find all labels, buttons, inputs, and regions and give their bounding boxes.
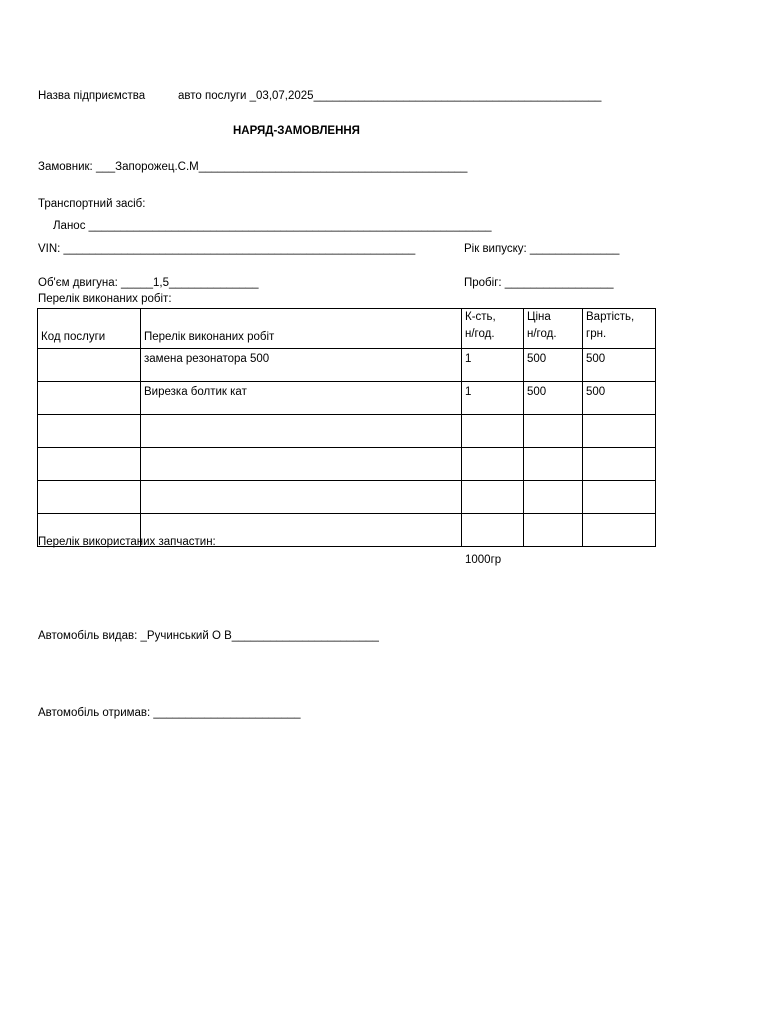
cell-work-name: Вирезка болтик кат — [141, 382, 462, 415]
cell-code — [38, 448, 141, 481]
company-label: Назва підприємства — [38, 90, 146, 102]
cell-work-name: замена резонатора 500 — [141, 349, 462, 382]
cell-qty — [462, 481, 524, 514]
customer-line: Замовник: ___Запорожец.С.М__________________________________________ — [38, 161, 468, 173]
cell-cost — [583, 415, 656, 448]
service-date-line: авто послуги _03,07,2025_____________________________________________ — [178, 90, 602, 102]
received-by-line: Автомобіль отримав: _______________________ — [38, 707, 301, 719]
cell-code — [38, 349, 141, 382]
cell-cost — [583, 481, 656, 514]
col-header-cost: Вартість, грн. — [583, 309, 656, 349]
cell-code — [38, 481, 141, 514]
year-line: Рік випуску: ______________ — [464, 243, 620, 255]
cell-price — [524, 481, 583, 514]
cell-qty: 1 — [462, 382, 524, 415]
vin-line: VIN: _______________________________________________________ — [38, 243, 416, 255]
table-row — [38, 382, 656, 415]
cell-cost — [583, 448, 656, 481]
document-title: НАРЯД-ЗАМОВЛЕННЯ — [233, 125, 360, 137]
cell-price — [524, 514, 583, 547]
works-label: Перелік виконаних робіт: — [38, 293, 172, 305]
works-table-header — [38, 309, 656, 349]
cell-work-name — [141, 481, 462, 514]
cell-qty: 1 — [462, 349, 524, 382]
works-table — [37, 308, 656, 547]
col-header-code: Код послуги — [38, 309, 141, 349]
cell-price — [524, 448, 583, 481]
cell-price — [524, 415, 583, 448]
cell-code — [38, 382, 141, 415]
cell-price: 500 — [524, 349, 583, 382]
issued-by-line: Автомобіль видав: _Ручинський О В_______________________ — [38, 630, 379, 642]
parts-label: Перелік використаних запчастин: — [38, 536, 216, 548]
col-header-price: Ціна н/год. — [524, 309, 583, 349]
cell-work-name — [141, 448, 462, 481]
table-row — [38, 415, 656, 448]
table-row — [38, 349, 656, 382]
cell-qty — [462, 415, 524, 448]
cell-qty — [462, 514, 524, 547]
cell-price: 500 — [524, 382, 583, 415]
cell-cost — [583, 514, 656, 547]
engine-volume-line: Об'єм двигуна: _____1,5______________ — [38, 277, 259, 289]
vehicle-label: Транспортний засіб: — [38, 198, 146, 210]
cell-qty — [462, 448, 524, 481]
cell-work-name — [141, 415, 462, 448]
col-header-works: Перелік виконаних робіт — [141, 309, 462, 349]
table-row — [38, 481, 656, 514]
mileage-line: Пробіг: _________________ — [464, 277, 614, 289]
table-row — [38, 448, 656, 481]
parts-total: 1000гр — [465, 554, 502, 566]
cell-cost: 500 — [583, 349, 656, 382]
cell-code — [38, 415, 141, 448]
col-header-qty: К-сть, н/год. — [462, 309, 524, 349]
cell-cost: 500 — [583, 382, 656, 415]
vehicle-model-line: Ланос _______________________________________________________________ — [53, 220, 492, 232]
